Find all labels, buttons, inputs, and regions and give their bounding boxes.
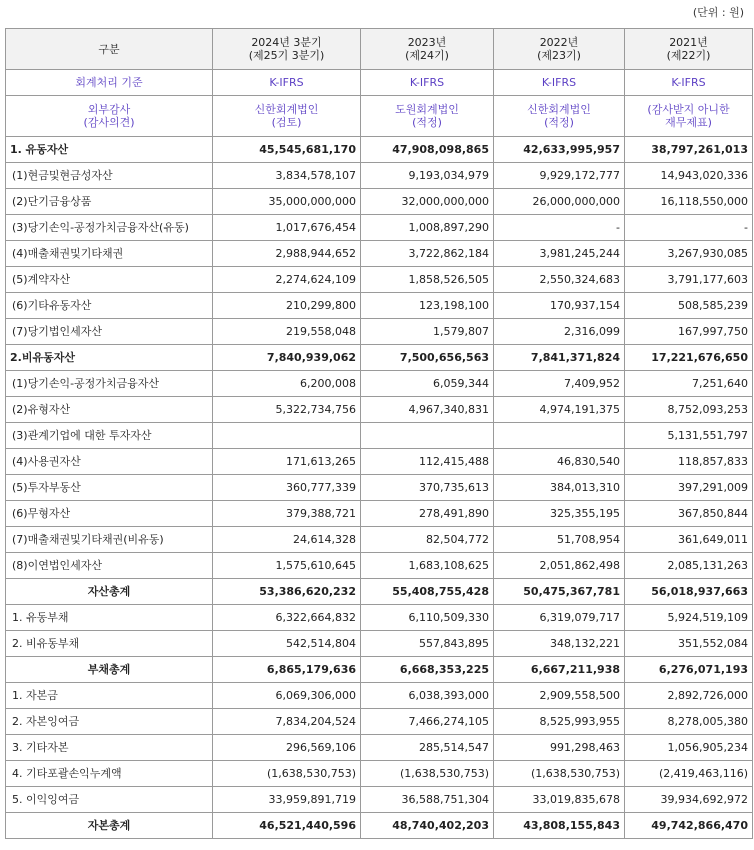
row-value: 9,193,034,979 — [361, 163, 494, 189]
table-row — [6, 761, 753, 787]
row-value: - — [625, 215, 753, 241]
row-value: 3,791,177,603 — [625, 267, 753, 293]
table-row — [6, 553, 753, 579]
row-value: 6,069,306,000 — [213, 683, 361, 709]
row-label: 2. 비유동부채 — [6, 631, 213, 657]
table-row — [6, 345, 753, 371]
row-value: 49,742,866,470 — [625, 813, 753, 839]
row-value: 4,974,191,375 — [494, 397, 625, 423]
table-row — [6, 475, 753, 501]
row-value: 6,276,071,193 — [625, 657, 753, 683]
row-label: (7)매출채권및기타채권(비유동) — [6, 527, 213, 553]
row-value: (1,638,530,753) — [213, 761, 361, 787]
table-row — [6, 137, 753, 163]
accounting-standard-row — [6, 70, 753, 96]
header-label: 구분 — [6, 29, 213, 70]
row-value: 1,579,807 — [361, 319, 494, 345]
row-value: 1,008,897,290 — [361, 215, 494, 241]
row-value: 7,840,939,062 — [213, 345, 361, 371]
row-label: (2)유형자산 — [6, 397, 213, 423]
row-value: (2,419,463,116) — [625, 761, 753, 787]
period-term: (제23기) — [537, 49, 581, 62]
row-value: 3,722,862,184 — [361, 241, 494, 267]
table-row — [6, 813, 753, 839]
row-label: 1. 자본금 — [6, 683, 213, 709]
table-row — [6, 787, 753, 813]
period-term: (제25기 3분기) — [248, 49, 325, 62]
row-value: 7,834,204,524 — [213, 709, 361, 735]
row-label: 부채총계 — [6, 657, 213, 683]
row-value: 33,019,835,678 — [494, 787, 625, 813]
row-value: 278,491,890 — [361, 501, 494, 527]
row-value: 3,834,578,107 — [213, 163, 361, 189]
table-row — [6, 631, 753, 657]
audit-opinion: (적정) — [412, 116, 442, 129]
row-label: (4)사용권자산 — [6, 449, 213, 475]
row-label: 4. 기타포괄손익누계액 — [6, 761, 213, 787]
row-value: 6,319,079,717 — [494, 605, 625, 631]
auditor-value — [625, 96, 753, 137]
row-label: 3. 기타자본 — [6, 735, 213, 761]
row-label: (6)무형자산 — [6, 501, 213, 527]
table-row — [6, 605, 753, 631]
row-value: 32,000,000,000 — [361, 189, 494, 215]
row-value: 6,059,344 — [361, 371, 494, 397]
row-label: (5)계약자산 — [6, 267, 213, 293]
row-value: 542,514,804 — [213, 631, 361, 657]
row-value: 210,299,800 — [213, 293, 361, 319]
row-value: 36,588,751,304 — [361, 787, 494, 813]
table-row — [6, 189, 753, 215]
row-label: 자산총계 — [6, 579, 213, 605]
row-value — [361, 423, 494, 449]
row-label: (5)투자부동산 — [6, 475, 213, 501]
table-row — [6, 735, 753, 761]
period-year: 2021년 — [669, 36, 708, 49]
row-value: 5,131,551,797 — [625, 423, 753, 449]
accounting-standard-value: K-IFRS — [494, 70, 625, 96]
row-value: 39,934,692,972 — [625, 787, 753, 813]
row-value: 6,322,664,832 — [213, 605, 361, 631]
table-row — [6, 423, 753, 449]
row-value: 6,110,509,330 — [361, 605, 494, 631]
row-value: 45,545,681,170 — [213, 137, 361, 163]
row-value: 348,132,221 — [494, 631, 625, 657]
row-label: 1. 유동부채 — [6, 605, 213, 631]
row-value: 16,118,550,000 — [625, 189, 753, 215]
table-row — [6, 579, 753, 605]
row-value: 46,521,440,596 — [213, 813, 361, 839]
row-value: 370,735,613 — [361, 475, 494, 501]
auditor-value — [213, 96, 361, 137]
row-label: 5. 이익잉여금 — [6, 787, 213, 813]
row-value: 35,000,000,000 — [213, 189, 361, 215]
row-value: 171,613,265 — [213, 449, 361, 475]
row-label: 2. 자본잉여금 — [6, 709, 213, 735]
row-label: (1)현금및현금성자산 — [6, 163, 213, 189]
row-value: 5,924,519,109 — [625, 605, 753, 631]
row-label: (6)기타유동자산 — [6, 293, 213, 319]
row-label: (2)단기금융상품 — [6, 189, 213, 215]
row-value: (1,638,530,753) — [494, 761, 625, 787]
row-value — [494, 423, 625, 449]
audit-opinion: (적정) — [544, 116, 574, 129]
auditor-row — [6, 96, 753, 137]
unit-label: (단위 : 원) — [692, 6, 744, 19]
row-value: 4,967,340,831 — [361, 397, 494, 423]
period-header — [213, 29, 361, 70]
row-value: 38,797,261,013 — [625, 137, 753, 163]
accounting-standard-value: K-IFRS — [213, 70, 361, 96]
row-value: 6,865,179,636 — [213, 657, 361, 683]
row-value: 9,929,172,777 — [494, 163, 625, 189]
table-row — [6, 709, 753, 735]
table-row — [6, 397, 753, 423]
table-row — [6, 501, 753, 527]
row-value: 112,415,488 — [361, 449, 494, 475]
row-value: 7,466,274,105 — [361, 709, 494, 735]
row-label: (8)이연법인세자산 — [6, 553, 213, 579]
table-row — [6, 163, 753, 189]
row-value: 6,668,353,225 — [361, 657, 494, 683]
row-value: 42,633,995,957 — [494, 137, 625, 163]
accounting-standard-label: 회계처리 기준 — [6, 70, 213, 96]
auditor-value — [361, 96, 494, 137]
auditor-name: (감사받지 아니한 — [647, 103, 730, 116]
row-value: 397,291,009 — [625, 475, 753, 501]
row-value: 7,251,640 — [625, 371, 753, 397]
row-value: 26,000,000,000 — [494, 189, 625, 215]
row-value: 1,683,108,625 — [361, 553, 494, 579]
table-row — [6, 241, 753, 267]
row-value: 1,056,905,234 — [625, 735, 753, 761]
row-value: 325,355,195 — [494, 501, 625, 527]
row-value: 7,841,371,824 — [494, 345, 625, 371]
auditor-label-line1: 외부감사 — [87, 103, 131, 116]
row-value: 8,525,993,955 — [494, 709, 625, 735]
table-row — [6, 527, 753, 553]
period-header — [625, 29, 753, 70]
row-label: (3)당기손익-공정가치금융자산(유동) — [6, 215, 213, 241]
row-label: (3)관계기업에 대한 투자자산 — [6, 423, 213, 449]
table-row — [6, 293, 753, 319]
row-value: 17,221,676,650 — [625, 345, 753, 371]
auditor-name: 도원회계법인 — [395, 103, 459, 116]
row-value: 2,988,944,652 — [213, 241, 361, 267]
row-value: 2,274,624,109 — [213, 267, 361, 293]
row-value: 6,667,211,938 — [494, 657, 625, 683]
row-value: 43,808,155,843 — [494, 813, 625, 839]
table-row — [6, 319, 753, 345]
financial-summary-table — [5, 28, 753, 839]
row-label: 2.비유동자산 — [6, 345, 213, 371]
table-row — [6, 449, 753, 475]
row-value: 7,500,656,563 — [361, 345, 494, 371]
accounting-standard-value: K-IFRS — [361, 70, 494, 96]
table-row — [6, 371, 753, 397]
row-value: 53,386,620,232 — [213, 579, 361, 605]
row-value: 47,908,098,865 — [361, 137, 494, 163]
table-row — [6, 267, 753, 293]
row-value: 48,740,402,203 — [361, 813, 494, 839]
row-value: 360,777,339 — [213, 475, 361, 501]
row-value: 14,943,020,336 — [625, 163, 753, 189]
row-value: 51,708,954 — [494, 527, 625, 553]
row-value: 2,051,862,498 — [494, 553, 625, 579]
header-row — [6, 29, 753, 70]
row-label: (1)당기손익-공정가치금융자산 — [6, 371, 213, 397]
auditor-name: 신한회계법인 — [254, 103, 319, 116]
row-value: 2,316,099 — [494, 319, 625, 345]
audit-opinion: (검토) — [271, 116, 302, 129]
row-value: 8,278,005,380 — [625, 709, 753, 735]
row-label: (7)당기법인세자산 — [6, 319, 213, 345]
accounting-standard-value: K-IFRS — [625, 70, 753, 96]
period-term: (제24기) — [405, 49, 449, 62]
row-value: 1,858,526,505 — [361, 267, 494, 293]
row-value: 296,569,106 — [213, 735, 361, 761]
row-value: 384,013,310 — [494, 475, 625, 501]
row-value: 167,997,750 — [625, 319, 753, 345]
row-value: 118,857,833 — [625, 449, 753, 475]
row-value: 33,959,891,719 — [213, 787, 361, 813]
row-value: (1,638,530,753) — [361, 761, 494, 787]
row-value: 2,085,131,263 — [625, 553, 753, 579]
row-label: 1. 유동자산 — [6, 137, 213, 163]
row-value: 379,388,721 — [213, 501, 361, 527]
row-value: 557,843,895 — [361, 631, 494, 657]
row-value: 508,585,239 — [625, 293, 753, 319]
row-value: 123,198,100 — [361, 293, 494, 319]
row-value: 1,575,610,645 — [213, 553, 361, 579]
row-value: 6,038,393,000 — [361, 683, 494, 709]
row-label: (4)매출채권및기타채권 — [6, 241, 213, 267]
row-value: 46,830,540 — [494, 449, 625, 475]
row-value: 24,614,328 — [213, 527, 361, 553]
row-value: 8,752,093,253 — [625, 397, 753, 423]
auditor-label-line2: (감사의견) — [83, 116, 135, 129]
row-value: 55,408,755,428 — [361, 579, 494, 605]
period-term: (제22기) — [666, 49, 711, 62]
row-value: 219,558,048 — [213, 319, 361, 345]
table-row — [6, 215, 753, 241]
row-value: 82,504,772 — [361, 527, 494, 553]
auditor-label — [6, 96, 213, 137]
row-value: 50,475,367,781 — [494, 579, 625, 605]
row-value: 285,514,547 — [361, 735, 494, 761]
period-header — [494, 29, 625, 70]
row-value: 2,550,324,683 — [494, 267, 625, 293]
row-value: 361,649,011 — [625, 527, 753, 553]
row-value: 991,298,463 — [494, 735, 625, 761]
table-row — [6, 657, 753, 683]
row-value: 1,017,676,454 — [213, 215, 361, 241]
row-value — [213, 423, 361, 449]
row-value: 56,018,937,663 — [625, 579, 753, 605]
audit-opinion: 재무제표) — [665, 116, 712, 129]
row-label: 자본총계 — [6, 813, 213, 839]
row-value: 2,909,558,500 — [494, 683, 625, 709]
table-row — [6, 683, 753, 709]
period-header — [361, 29, 494, 70]
auditor-value — [494, 96, 625, 137]
row-value: - — [494, 215, 625, 241]
row-value: 351,552,084 — [625, 631, 753, 657]
period-year: 2023년 — [407, 36, 447, 49]
row-value: 3,267,930,085 — [625, 241, 753, 267]
row-value: 3,981,245,244 — [494, 241, 625, 267]
period-year: 2024년 3분기 — [251, 36, 322, 49]
row-value: 367,850,844 — [625, 501, 753, 527]
row-value: 7,409,952 — [494, 371, 625, 397]
row-value: 6,200,008 — [213, 371, 361, 397]
period-year: 2022년 — [539, 36, 579, 49]
row-value: 2,892,726,000 — [625, 683, 753, 709]
row-value: 170,937,154 — [494, 293, 625, 319]
auditor-name: 신한회계법인 — [527, 103, 591, 116]
row-value: 5,322,734,756 — [213, 397, 361, 423]
